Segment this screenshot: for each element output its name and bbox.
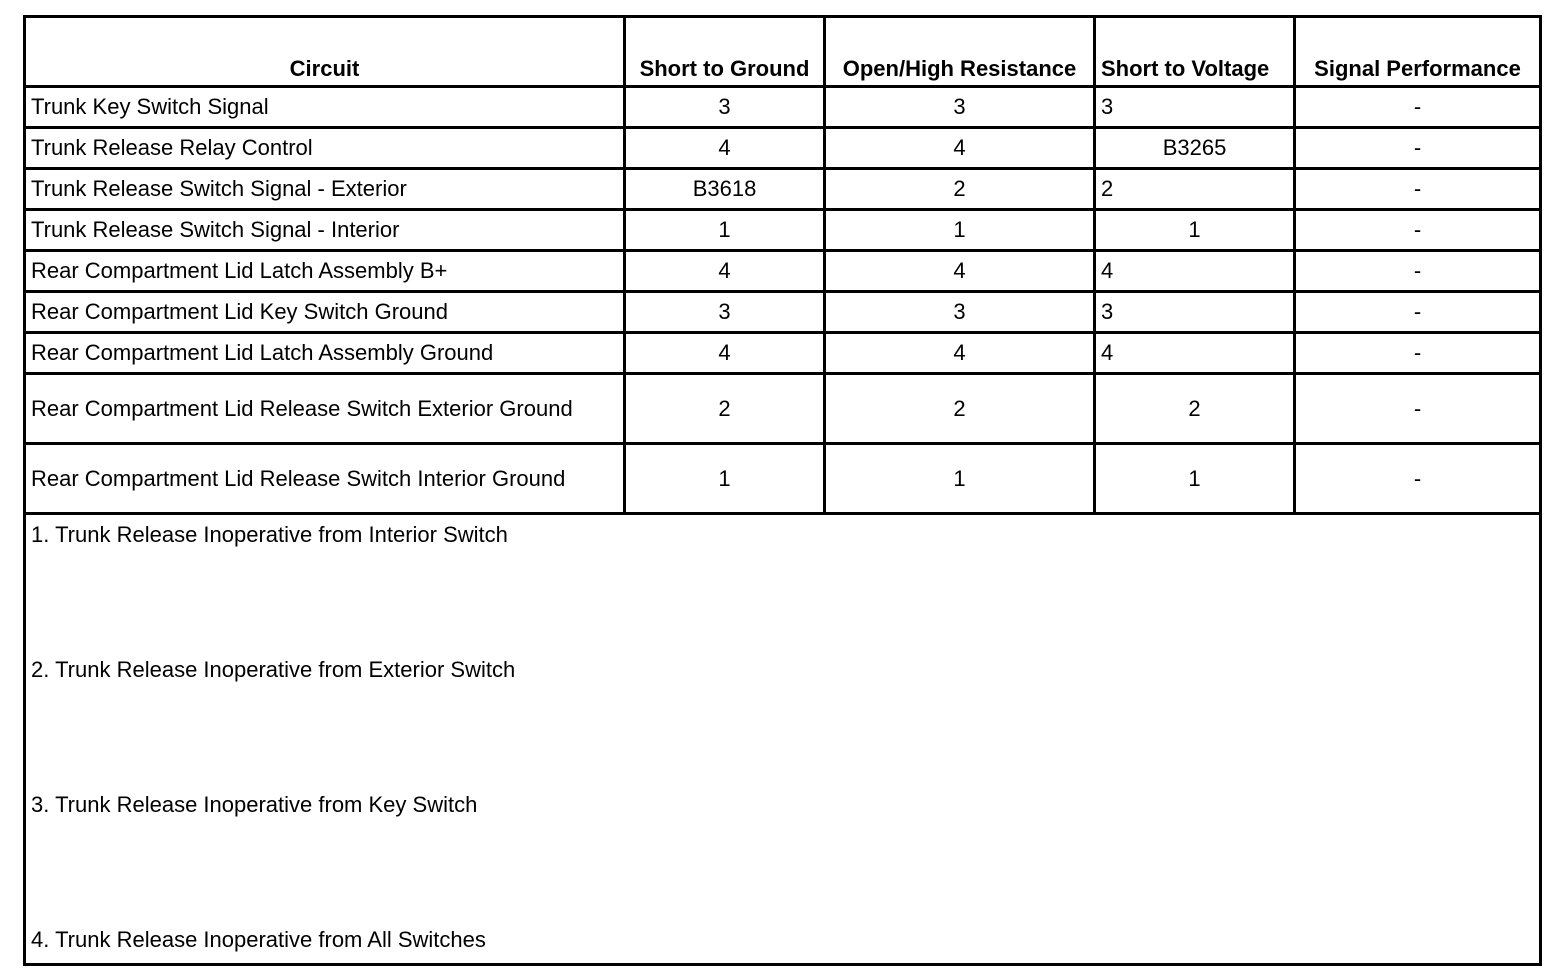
circuit-diagnostic-table <box>23 15 1542 966</box>
circuit-cell: Rear Compartment Lid Release Switch Interior Ground <box>25 444 625 514</box>
note-item: 3. Trunk Release Inoperative from Key Switch <box>31 792 478 817</box>
short-to-voltage-cell: 3 <box>1095 87 1295 128</box>
table-row <box>25 210 1541 251</box>
table-row <box>25 444 1541 514</box>
table-row <box>25 374 1541 444</box>
open-high-resistance-cell: 4 <box>825 333 1095 374</box>
circuit-cell: Rear Compartment Lid Latch Assembly B+ <box>25 251 625 292</box>
note-item: 1. Trunk Release Inoperative from Interior Switch <box>31 522 508 547</box>
short-to-ground-cell: 4 <box>625 251 825 292</box>
short-to-ground-cell: 2 <box>625 374 825 444</box>
short-to-voltage-cell: 1 <box>1095 210 1295 251</box>
short-to-voltage-cell: 1 <box>1095 444 1295 514</box>
short-to-ground-cell: 4 <box>625 333 825 374</box>
circuit-cell: Rear Compartment Lid Key Switch Ground <box>25 292 625 333</box>
table-row <box>25 169 1541 210</box>
circuit-cell: Trunk Release Switch Signal - Interior <box>25 210 625 251</box>
open-high-resistance-cell: 2 <box>825 169 1095 210</box>
short-to-voltage-cell: 3 <box>1095 292 1295 333</box>
circuit-cell: Trunk Release Switch Signal - Exterior <box>25 169 625 210</box>
short-to-ground-cell: 1 <box>625 210 825 251</box>
signal-performance-cell: - <box>1295 87 1541 128</box>
signal-performance-cell: - <box>1295 251 1541 292</box>
table-row <box>25 87 1541 128</box>
open-high-resistance-cell: 4 <box>825 128 1095 169</box>
notes-cell <box>25 514 1541 965</box>
open-high-resistance-cell: 2 <box>825 374 1095 444</box>
short-to-ground-cell: 1 <box>625 444 825 514</box>
open-high-resistance-cell: 1 <box>825 210 1095 251</box>
notes-row <box>25 514 1541 965</box>
short-to-ground-cell: B3618 <box>625 169 825 210</box>
open-high-resistance-cell: 3 <box>825 292 1095 333</box>
table-row <box>25 292 1541 333</box>
signal-performance-cell: - <box>1295 169 1541 210</box>
short-to-ground-cell: 4 <box>625 128 825 169</box>
table-row <box>25 251 1541 292</box>
signal-performance-cell: - <box>1295 210 1541 251</box>
header-short-to-voltage: Short to Voltage <box>1095 17 1295 87</box>
signal-performance-cell: - <box>1295 292 1541 333</box>
short-to-voltage-cell: 2 <box>1095 374 1295 444</box>
circuit-cell: Rear Compartment Lid Release Switch Exterior Ground <box>25 374 625 444</box>
short-to-ground-cell: 3 <box>625 87 825 128</box>
signal-performance-cell: - <box>1295 128 1541 169</box>
note-item: 2. Trunk Release Inoperative from Exterior Switch <box>31 657 516 682</box>
signal-performance-cell: - <box>1295 374 1541 444</box>
short-to-voltage-cell: B3265 <box>1095 128 1295 169</box>
open-high-resistance-cell: 4 <box>825 251 1095 292</box>
signal-performance-cell: - <box>1295 333 1541 374</box>
signal-performance-cell: - <box>1295 444 1541 514</box>
header-signal-performance: Signal Performance <box>1295 17 1541 87</box>
short-to-ground-cell: 3 <box>625 292 825 333</box>
open-high-resistance-cell: 1 <box>825 444 1095 514</box>
table-row <box>25 333 1541 374</box>
table-header-row <box>25 17 1541 87</box>
circuit-cell: Trunk Key Switch Signal <box>25 87 625 128</box>
short-to-voltage-cell: 4 <box>1095 251 1295 292</box>
note-item: 4. Trunk Release Inoperative from All Switches <box>31 927 486 952</box>
short-to-voltage-cell: 4 <box>1095 333 1295 374</box>
short-to-voltage-cell: 2 <box>1095 169 1295 210</box>
circuit-cell: Rear Compartment Lid Latch Assembly Ground <box>25 333 625 374</box>
header-circuit: Circuit <box>25 17 625 87</box>
open-high-resistance-cell: 3 <box>825 87 1095 128</box>
header-short-to-ground: Short to Ground <box>625 17 825 87</box>
table-row <box>25 128 1541 169</box>
circuit-cell: Trunk Release Relay Control <box>25 128 625 169</box>
header-open-high-resistance: Open/High Resistance <box>825 17 1095 87</box>
